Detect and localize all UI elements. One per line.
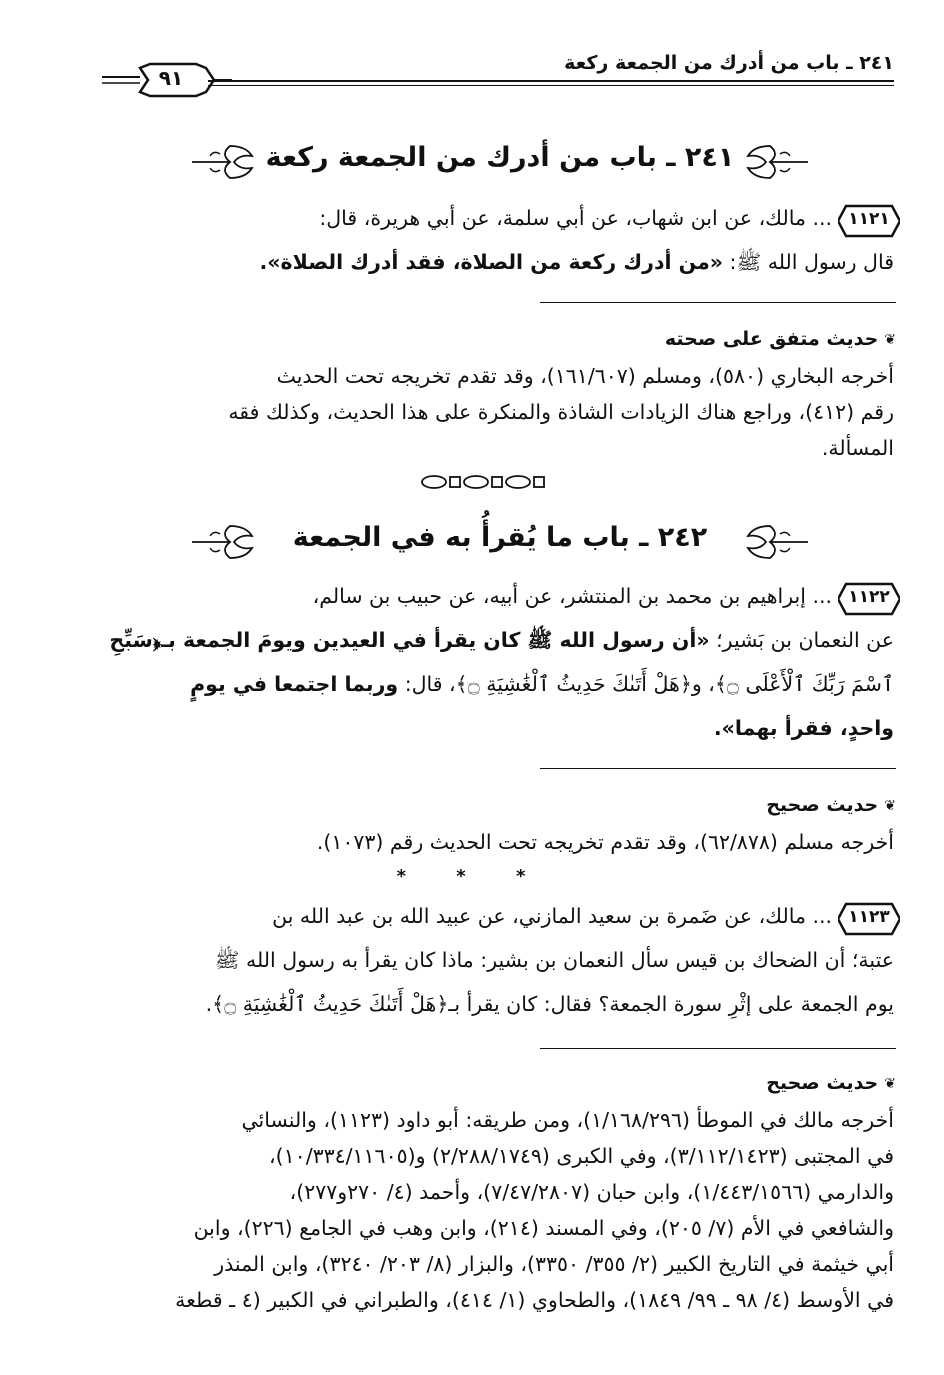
chapter-heading-242: [190, 512, 810, 572]
hadith-number: ١١٢٣: [848, 907, 890, 927]
grade-label: حديث صحيح: [766, 794, 879, 816]
heading-ornament-left-icon: [190, 132, 260, 192]
hadith-number: ١١٢٢: [848, 587, 890, 607]
section-divider-ornament: [420, 474, 560, 490]
grade-label: حديث متفق على صحته: [664, 328, 879, 350]
heading-ornament-right-icon: [740, 132, 810, 192]
hadith-text-line: ... مالك، عن ابن شهاب، عن أبي سلمة، عن أبي هريرة، قال:: [319, 206, 832, 230]
takhrij-line: أخرجه البخاري (٥٨٠)، ومسلم (١٦١/٦٠٧)، وقد تقدم تخريجه تحت الحديث: [276, 364, 894, 388]
hadith-text-line: [100, 666, 894, 702]
hadith-text-line: واحدٍ، فقرأ بهما».: [713, 716, 894, 740]
chapter-title: ٢٤٢ ـ باب ما يُقرأُ به في الجمعة: [292, 522, 708, 553]
hadith-grade: [766, 794, 896, 816]
section-stars: * * *: [396, 866, 548, 887]
chapter-heading-241: [190, 132, 810, 192]
prophetic-saying: «أن رسول الله ﷺ كان يقرأ في العيدين ويومَ الجمعة بـ﴿سَبِّحِ: [109, 628, 710, 652]
header-rule-thin: [208, 85, 894, 86]
hadith-number-badge: [838, 204, 900, 238]
takhrij-line: المسألة.: [821, 436, 894, 460]
takhrij-line: في المجتبى (٣/١١٢/١٤٢٣)، وفي الكبرى (٢/٢٨٨/١٧٤٩) و(١٠/٣٣٤/١١٦٠٥)،: [269, 1144, 894, 1168]
page-number: ٩١: [158, 66, 184, 90]
takhrij-line: أخرجه مالك في الموطأ (١/١٦٨/٢٩٦)، ومن طريقه: أبو داود (١١٢٣)، والنسائي: [241, 1108, 894, 1132]
hadith-text-line: يوم الجمعة على إثْرِ سورة الجمعة؟ فقال: كان يقرأ بـ﴿هَلْ أَتَىٰكَ حَدِيثُ ٱلْغَٰشِيَةِ ۝﴾.: [205, 992, 894, 1016]
takhrij-line: في الأوسط (٤/ ٩٨ ـ ٩٩/ ١٨٤٩)، والطحاوي (١/ ٤١٤)، والطبراني في الكبير (٤ ـ قطعة: [175, 1288, 894, 1312]
book-icon: ❦: [884, 1075, 896, 1092]
prophetic-saying: وربما اجتمعا في يومٍ: [190, 672, 399, 696]
hadith-text-span: قال رسول الله ﷺ:: [723, 250, 894, 274]
header-rule: [208, 80, 894, 82]
chapter-title: ٢٤١ ـ باب من أدرك من الجمعة ركعة: [265, 142, 735, 173]
hadith-text-line: عتبة؛ أن الضحاك بن قيس سأل النعمان بن بشير: ماذا كان يقرأ به رسول الله ﷺ: [214, 948, 894, 972]
prophetic-saying: «من أدرك ركعة من الصلاة، فقد أدرك الصلاة».: [259, 250, 724, 274]
takhrij-line: أبي خيثمة في التاريخ الكبير (٢/ ٣٥٥/ ٣٣٥٠)، والبزار (٨/ ٢٠٣/ ٣٢٤٠)، وابن المنذر: [214, 1252, 894, 1276]
hadith-number-badge: [838, 582, 900, 616]
section-separator: [540, 768, 896, 769]
section-separator: [540, 302, 896, 303]
grade-label: حديث صحيح: [766, 1072, 879, 1094]
running-header-title: ٢٤١ ـ باب من أدرك من الجمعة ركعة: [564, 52, 894, 74]
takhrij-line: والدارمي (١/٤٤٣/١٥٦٦)، وابن حبان (٧/٤٧/٢٨٠٧)، وأحمد (٤/ ٢٧٠و٢٧٧)،: [289, 1180, 894, 1204]
quran-citation: ٱسْمَ رَبِّكَ ٱلْأَعْلَى ۝﴾، و﴿هَلْ أَتَىٰكَ حَدِيثُ ٱلْغَٰشِيَةِ ۝﴾، قال:: [398, 672, 894, 696]
hadith-text-line: [100, 244, 894, 280]
hadith-text-span: عن النعمان بن بَشير؛: [709, 628, 894, 652]
section-separator: [540, 1048, 896, 1049]
hadith-text-line: ... إبراهيم بن محمد بن المنتشر، عن أبيه، عن حبيب بن سالم،: [312, 584, 832, 608]
takhrij-line: رقم (٤١٢)، وراجع هناك الزيادات الشاذة والمنكرة على هذا الحديث، وكذلك فقه: [228, 400, 894, 424]
book-icon: ❦: [884, 797, 896, 814]
heading-ornament-right-icon: [740, 512, 810, 572]
book-icon: ❦: [884, 331, 896, 348]
hadith-number: ١١٢١: [848, 209, 890, 229]
hadith-text-line: ... مالك، عن ضَمرة بن سعيد المازني، عن عبيد الله بن عبد الله بن: [272, 904, 832, 928]
takhrij-line: أخرجه مسلم (٦٢/٨٧٨)، وقد تقدم تخريجه تحت الحديث رقم (١٠٧٣).: [316, 830, 894, 854]
hadith-number-badge: [838, 902, 900, 936]
heading-ornament-left-icon: [190, 512, 260, 572]
hadith-text-line: [100, 622, 894, 658]
hadith-grade: [665, 328, 896, 350]
takhrij-line: والشافعي في الأم (٧/ ٢٠٥)، وفي المسند (٢١٤)، وابن وهب في الجامع (٢٢٦)، وابن: [193, 1216, 894, 1240]
hadith-grade: [766, 1072, 896, 1094]
